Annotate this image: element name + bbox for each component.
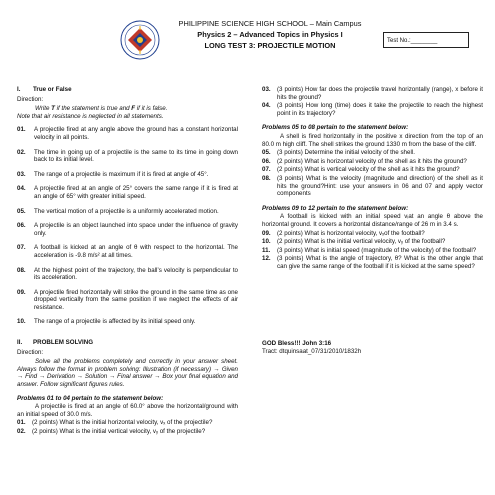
direction-label: Direction:	[17, 95, 44, 103]
item-number: 07.	[17, 244, 26, 252]
item-text: The time in going up of a projectile is the same to its time in going down back to its initial level.	[34, 148, 238, 164]
item-text: A projectile fired at any angle above the ground has a constant horizontal velocity in all points.	[34, 126, 238, 141]
true-false-item	[17, 185, 238, 200]
problem-item	[262, 158, 483, 166]
left-column	[17, 86, 238, 437]
true-false-item	[17, 267, 238, 282]
item-number: 02.	[17, 428, 26, 435]
item-number: 07.	[262, 166, 271, 174]
item-number: 12.	[262, 255, 271, 263]
item-number: 02.	[17, 148, 26, 156]
item-number: 03.	[17, 170, 26, 178]
item-number: 04.	[17, 185, 26, 193]
true-false-item	[17, 244, 238, 259]
school-name: PHILIPPINE SCIENCE HIGH SCHOOL – Main Campus	[178, 19, 362, 28]
item-number: 05.	[17, 207, 26, 215]
problem-item	[262, 166, 483, 174]
section-2-instruction: Solve all the problems completely and correctly in your answer sheet. Always follow the format in problem solving: Illustration (if necessary) → Given → Find → Derivation → Solution → Final answer → Box your final equation and answer. Follow significant figures rules.	[17, 358, 238, 389]
school-seal-icon	[120, 20, 160, 60]
right-column	[262, 86, 483, 356]
problem-set-3-statement: A football is kicked with an initial speed vᵢat an angle θ above the horizontal ground. It covers a horizontal distance/range of 26 m in 3.4 s.	[262, 213, 483, 228]
exam-header	[0, 18, 495, 70]
item-text: The range of a projectile is affected by its initial speed only.	[34, 318, 196, 326]
problem-item	[262, 149, 483, 157]
item-text: (3 points) What is initial speed (magnitude of the velocity) of the football?	[277, 246, 477, 254]
item-number: 10.	[17, 318, 26, 326]
course-name: Physics 2 – Advanced Topics in Physics I	[197, 30, 343, 39]
item-number: 08.	[262, 174, 271, 182]
item-number: 05.	[262, 149, 271, 157]
item-text: A football is kicked at an angle of θ with respect to the horizontal. The acceleration is -9.8 m/s² at all times.	[34, 244, 238, 259]
problem-item	[262, 238, 483, 246]
item-text: A projectile fired horizontally will strike the ground in the same time as one dropped vertically from the same position if we neglect the effects of air resistance.	[34, 288, 238, 311]
true-false-item	[17, 149, 238, 164]
problem-set-1-statement: A projectile is fired at an angle of 60.0° above the horizontal/ground with an initial speed of 30.0 m/s.	[17, 403, 238, 418]
item-text: A projectile is an object launched into space under the influence of gravity only.	[34, 222, 238, 237]
section-1-note: Note that air resistance is neglected in all statements.	[17, 112, 164, 120]
item-text: (2 points) What is the initial vertical velocity, vᵧ of the football?	[277, 238, 446, 246]
header-text	[170, 18, 370, 51]
problem-item	[262, 175, 483, 198]
section-1-heading: I. True or False	[17, 86, 72, 93]
true-false-item	[17, 208, 238, 216]
item-number: 06.	[262, 157, 271, 165]
item-number: 04.	[262, 102, 271, 110]
problem-set-2-heading: Problems 05 to 08 pertain to the statement below:	[262, 124, 409, 132]
item-text: (2 points) What is vertical velocity of the shell as it hits the ground?	[277, 166, 460, 174]
item-number: 03.	[262, 86, 271, 93]
problem-set-1-continued	[262, 86, 483, 117]
problem-item	[17, 428, 238, 436]
item-text: (3 points) Determine the initial velocity of the shell.	[277, 149, 415, 157]
item-text: (2 points) What is the initial vertical velocity, vᵧ of the projectile?	[32, 428, 206, 435]
problem-set-1-heading: Problems 01 to 04 pertain to the statement below:	[17, 394, 164, 402]
item-text: The vertical motion of a projectile is a uniformly accelerated motion.	[34, 207, 219, 215]
problem-item	[262, 247, 483, 255]
true-false-item	[17, 318, 238, 326]
true-false-item	[17, 222, 238, 237]
problem-item	[262, 255, 483, 270]
item-text: (2 points) What is horizontal velocity, vₓof the football?	[277, 229, 425, 237]
problem-item	[262, 86, 483, 101]
item-number: 10.	[262, 238, 271, 246]
item-number: 06.	[17, 222, 26, 230]
section-1-instruction: Write T if the statement is true and F if it is false.	[35, 105, 168, 113]
closing-blessing: GOD Bless!!! John 3:16	[262, 340, 332, 348]
true-false-list	[17, 126, 238, 326]
problem-item	[17, 419, 238, 427]
item-text: The range of a projectile is maximum if it is fired at angle of 45°.	[34, 170, 209, 178]
item-text: (2 points) What is horizontal velocity of the shell as it hits the ground?	[277, 157, 467, 165]
test-number-field[interactable]: Test No.:________	[383, 32, 469, 48]
item-number: 08.	[17, 266, 26, 274]
problem-set-3-heading: Problems 09 to 12 pertain to the statement below:	[262, 204, 409, 212]
item-text: At the highest point of the trajectory, the ball’s velocity is perpendicular to its acceleration.	[34, 266, 238, 282]
problem-set-3-list	[262, 230, 483, 271]
item-text: (3 points) How far does the projectile travel horizontally (range), x before it hits the ground?	[277, 86, 483, 101]
tract-line: Tract: dtquinsaat_07/31/2010/1832h	[262, 348, 362, 356]
problem-item	[262, 230, 483, 238]
item-text: A projectile fired at an angle of 25° covers the same range if it is fired at an angle of 65° with greater initial speed.	[34, 185, 238, 200]
item-number: 11.	[262, 246, 271, 254]
test-title: LONG TEST 3: PROJECTILE MOTION	[204, 41, 336, 50]
section-2-direction: Direction:	[17, 348, 44, 356]
item-number: 09.	[262, 229, 271, 237]
item-number: 01.	[17, 126, 26, 134]
problem-item	[262, 102, 483, 117]
true-false-item	[17, 126, 238, 141]
item-text: (3 points) How long (time) does it take the projectile to reach the highest point in its trajectory?	[277, 102, 483, 117]
section-2-heading: II. PROBLEM SOLVING	[17, 339, 94, 347]
item-number: 01.	[17, 419, 26, 427]
problem-set-2-list	[262, 149, 483, 198]
item-text: (2 points) What is the initial horizontal velocity, vₓ of the projectile?	[32, 419, 213, 427]
item-text: (3 points) What is the angle of trajectory, θ? What is the other angle that can give the same range of the football if it is kicked at the same speed?	[277, 255, 483, 270]
problem-set-1-list	[17, 419, 238, 435]
problem-set-2-statement: A shell is fired horizontally in the positive x direction from the top of an 80.0 m high cliff. The shell strikes the ground 1330 m from the base of the cliff.	[262, 132, 483, 148]
item-text: (3 points) What is the velocity (magnitude and direction) of the shell as it hits the ground?Hint: use your answers in 06 and 07 and apply vector components	[277, 174, 483, 198]
true-false-item	[17, 289, 238, 312]
true-false-item	[17, 171, 238, 179]
item-number: 09.	[17, 288, 26, 296]
